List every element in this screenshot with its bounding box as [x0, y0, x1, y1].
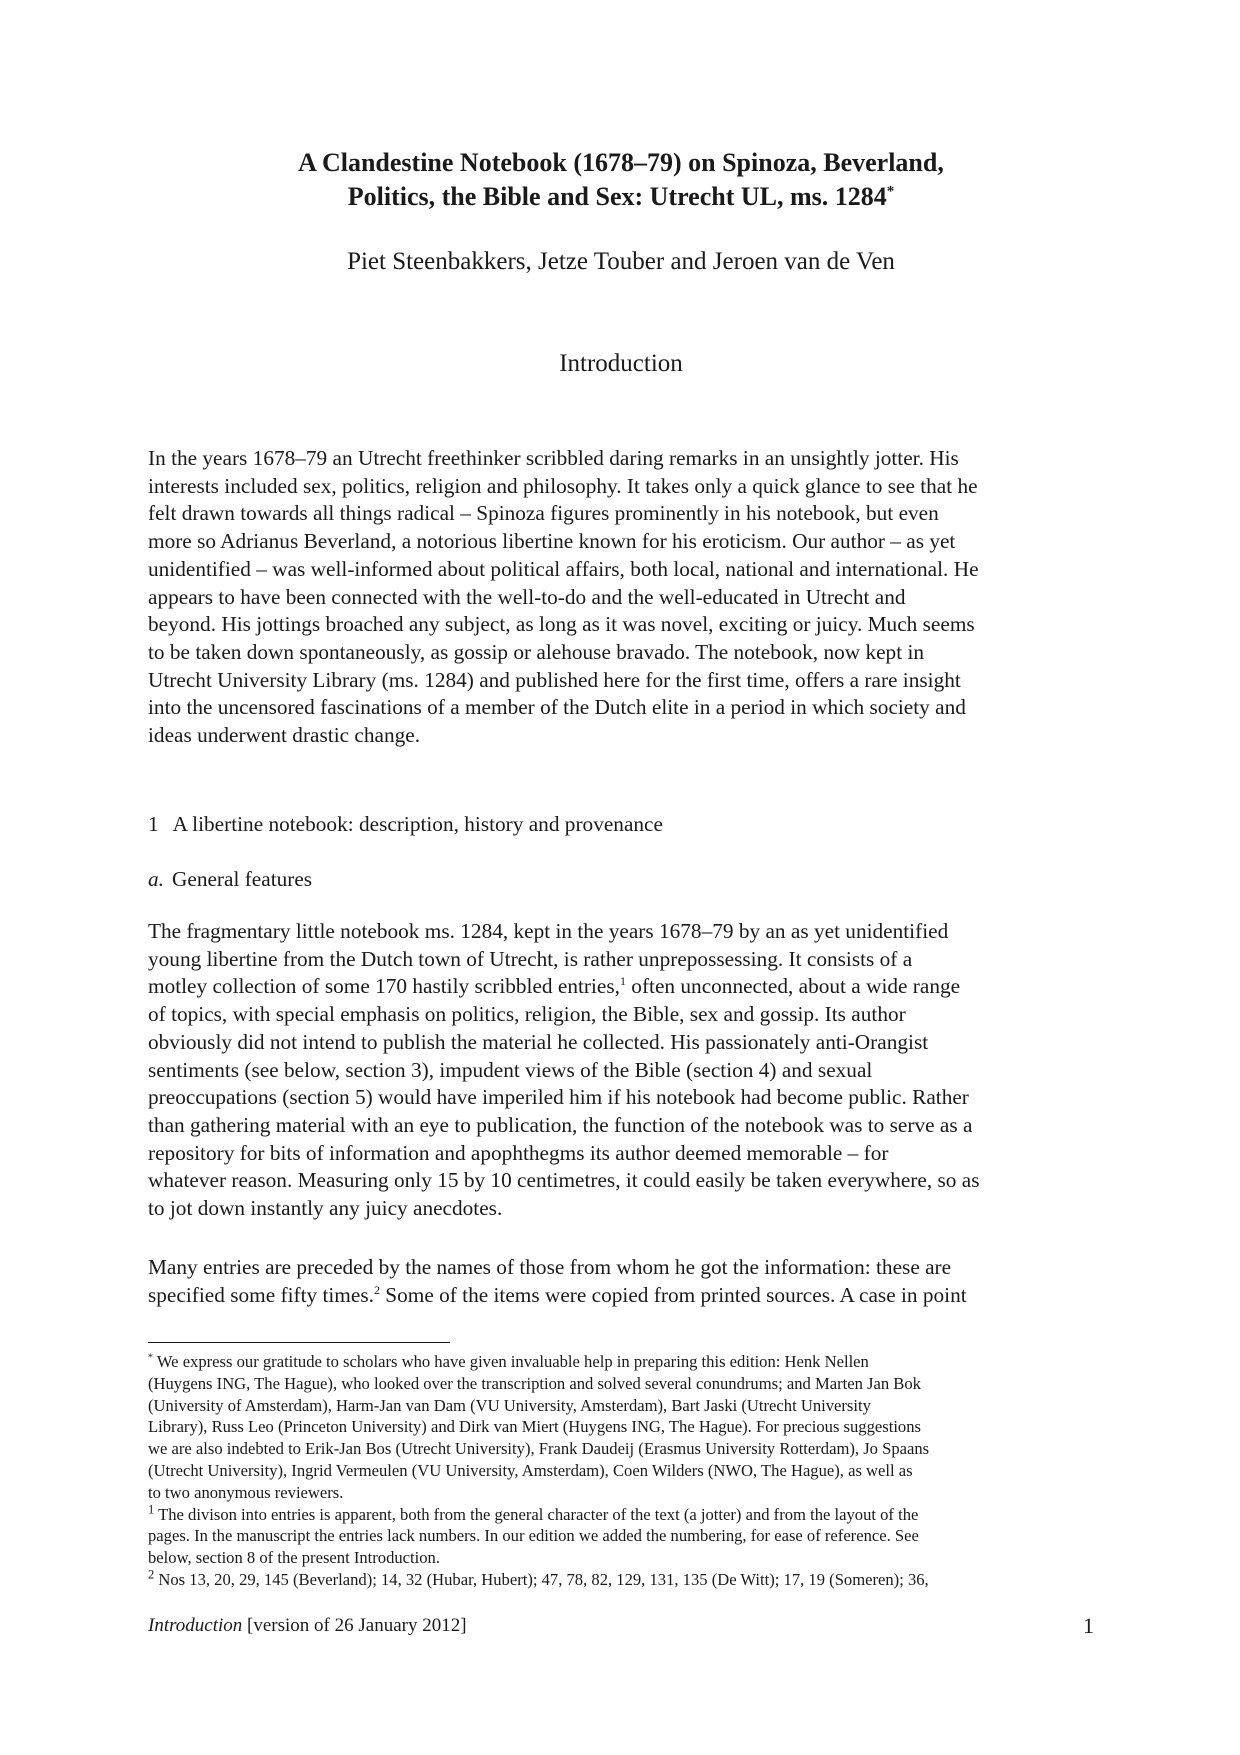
text-line: whatever reason. Measuring only 15 by 10 centimetres, it could easily be taken everywhere, so as: [148, 1168, 980, 1193]
subsection-letter: a.: [148, 867, 164, 891]
text-line: interests included sex, politics, religion and philosophy. It takes only a quick glance to see that he: [148, 473, 978, 498]
section-heading-text: A libertine notebook: description, history and provenance: [172, 812, 663, 836]
text-line: sentiments (see below, section 3), impudent views of the Bible (section 4) and sexual: [148, 1057, 873, 1082]
text-line: preoccupations (section 5) would have imperiled him if his notebook had become public. Rather: [148, 1085, 969, 1110]
title-footnote-mark: *: [886, 183, 895, 200]
text-line: into the uncensored fascinations of a member of the Dutch elite in a period in which society and: [148, 695, 966, 720]
footnote-line: to two anonymous reviewers.: [148, 1482, 344, 1502]
footnotes: [148, 1351, 1094, 1591]
text-line: ideas underwent drastic change.: [148, 723, 421, 748]
footnote-line: we are also indebted to Erik-Jan Bos (Utrecht University), Frank Daudeij (Erasmus University Rotterdam), Jo Spaans: [148, 1439, 930, 1459]
text-run: often unconnected, about a wide range: [625, 974, 961, 999]
author-list: Piet Steenbakkers, Jetze Touber and Jeroen van de Ven: [347, 248, 895, 275]
text-line: unidentified – was well-informed about political affairs, both local, national and international. He: [148, 556, 979, 581]
text-line: of topics, with special emphasis on politics, religion, the Bible, sex and gossip. Its author: [148, 1002, 906, 1027]
footnote-reference-1[interactable]: 1: [619, 974, 626, 989]
intro-paragraph: [148, 445, 1094, 750]
footnote-line: below, section 8 of the present Introduction.: [148, 1548, 441, 1568]
text-line: The fragmentary little notebook ms. 1284, kept in the years 1678–79 by an as yet unidentified: [148, 919, 949, 943]
title-line: [148, 180, 1094, 214]
page-footer: [148, 1612, 1094, 1640]
footnote-line: pages. In the manuscript the entries lack numbers. In our edition we added the numbering, for ease of reference. See: [148, 1526, 919, 1546]
footnote-1: [148, 1504, 1094, 1526]
text-run: Some of the items were copied from printed sources. A case in point: [379, 1282, 967, 1307]
footnote-mark: *: [148, 1352, 153, 1364]
text-line: Many entries are preceded by the names of those from whom he got the information: these are: [148, 1255, 952, 1279]
text-line: appears to have been connected with the well-to-do and the well-educated in Utrecht and: [148, 584, 906, 609]
text-line: felt drawn towards all things radical – Spinoza figures prominently in his notebook, but even: [148, 501, 939, 526]
section-heading: [148, 810, 663, 838]
footer-version: [version of 26 January 2012]: [242, 1615, 467, 1636]
page-number: 1: [1083, 1613, 1094, 1638]
text-run: specified some fifty times.: [148, 1282, 374, 1307]
text-line: [148, 973, 1094, 1001]
text-line: [148, 1282, 1094, 1310]
body-paragraph: [148, 918, 1094, 1223]
footnote-line: Library), Russ Leo (Princeton University) and Dirk van Miert (Huygens ING, The Hague). For precious suggestions: [148, 1417, 921, 1437]
text-line: Utrecht University Library (ms. 1284) and published here for the first time, offers a rare insight: [148, 667, 961, 692]
text-line: obviously did not intend to publish the material he collected. His passionately anti-Orangist: [148, 1029, 929, 1054]
subsection-heading-text: General features: [171, 867, 313, 891]
paper-title: [148, 146, 1094, 214]
text-line: In the years 1678–79 an Utrecht freethinker scribbled daring remarks in an unsightly jotter. His: [148, 446, 959, 470]
text-run: motley collection of some 170 hastily scribbled entries,: [148, 974, 620, 999]
footnote-reference-2[interactable]: 2: [373, 1282, 380, 1297]
footnote-text: We express our gratitude to scholars who have given invaluable help in preparing this edition: Henk Nellen: [153, 1352, 869, 1371]
text-line: repository for bits of information and apophthegms its author deemed memorable – for: [148, 1140, 889, 1165]
text-line: young libertine from the Dutch town of Utrecht, is rather unprepossessing. It consists of a: [148, 946, 913, 971]
footnote-star: [148, 1351, 1094, 1373]
footnote-number: 1: [148, 1502, 155, 1517]
section-number: 1: [148, 812, 159, 836]
text-line: to be taken down spontaneously, as gossip or alehouse bravado. The notebook, now kept in: [148, 639, 925, 664]
text-line: more so Adrianus Beverland, a notorious libertine known for his eroticism. Our author – as yet: [148, 529, 956, 554]
footer-title: Introduction: [148, 1615, 243, 1636]
text-line: than gathering material with an eye to publication, the function of the notebook was to serve as a: [148, 1112, 973, 1137]
footnote-number: 2: [148, 1567, 155, 1582]
footnote-separator: [148, 1342, 450, 1343]
footnote-text: The divison into entries is apparent, both from the general character of the text (a jotter) and from the layout of the: [154, 1504, 919, 1524]
footnote-line: (Utrecht University), Ingrid Vermeulen (VU University, Amsterdam), Coen Wilders (NWO, The Hague), as well as: [148, 1460, 913, 1480]
subsection-heading: [148, 865, 312, 893]
text-line: beyond. His jottings broached any subject, as long as it was novel, exciting or juicy. Much seems: [148, 612, 975, 637]
body-paragraph: [148, 1254, 1094, 1309]
footnote-text: Nos 13, 20, 29, 145 (Beverland); 14, 32 (Hubar, Hubert); 47, 78, 82, 129, 131, 135 (De Witt); 17, 19 (Someren); 36,: [154, 1569, 929, 1589]
footnote-line: (Huygens ING, The Hague), who looked over the transcription and solved several conundrums; and Marten Jan Bok: [148, 1373, 921, 1393]
title-text: Politics, the Bible and Sex: Utrecht UL, ms. 1284: [347, 182, 887, 211]
footnote-line: (University of Amsterdam), Harm-Jan van Dam (VU University, Amsterdam), Bart Jaski (Utrecht University: [148, 1395, 871, 1415]
section-title: Introduction: [559, 350, 683, 377]
title-line: A Clandestine Notebook (1678–79) on Spinoza, Beverland,: [298, 148, 944, 177]
text-line: to jot down instantly any juicy anecdotes.: [148, 1196, 503, 1221]
footnote-2: [148, 1569, 1094, 1591]
